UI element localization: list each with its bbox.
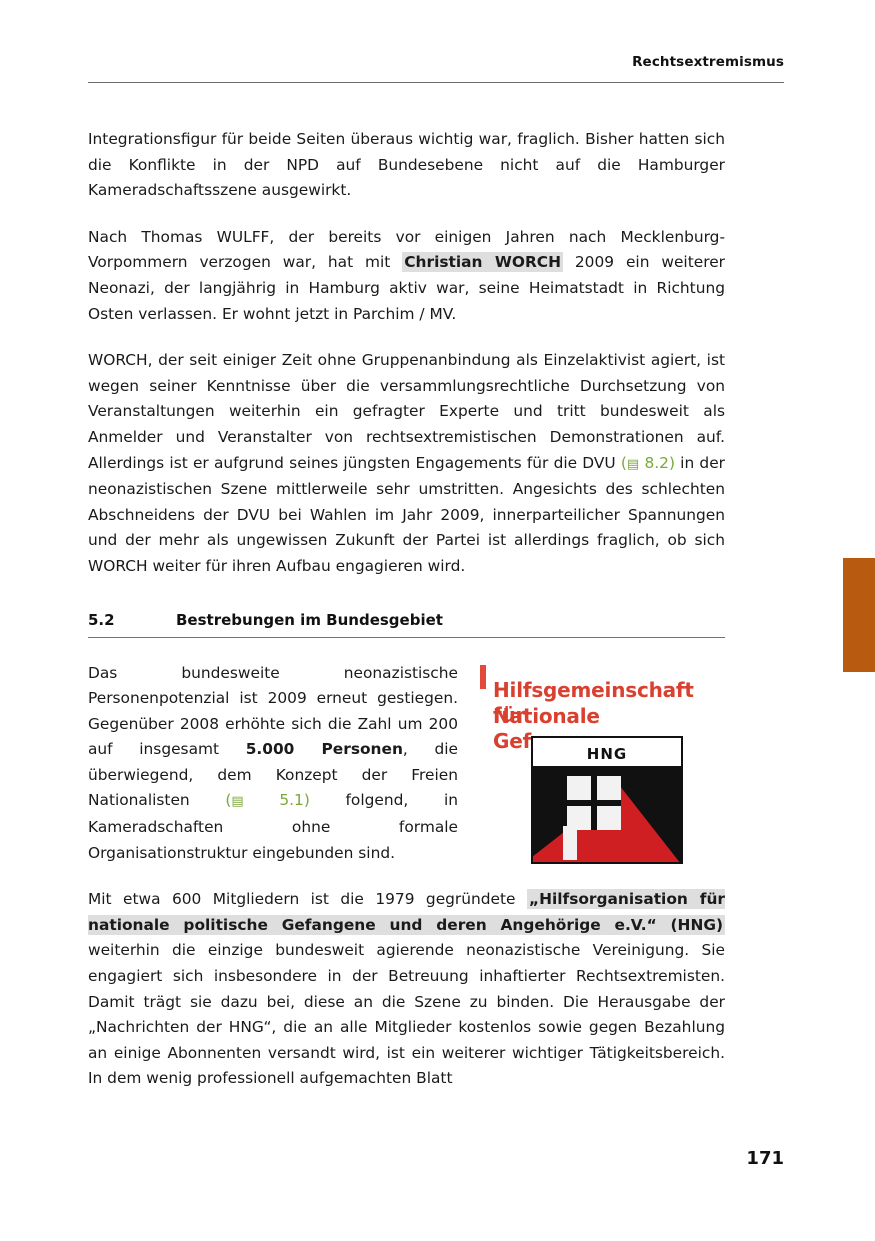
paragraph-2	[88, 225, 725, 327]
section-heading	[88, 611, 725, 629]
cross-reference-8-2[interactable]: (▤ 8.2)	[620, 453, 675, 472]
paragraph-5-text-a: Mit etwa 600 Mitgliedern ist die 1979 gegründete	[88, 890, 527, 909]
running-head: Rechtsextremismus	[632, 54, 784, 70]
page-number: 171	[746, 1148, 784, 1169]
paragraph-1-text: Integrationsfigur für beide Seiten überaus wichtig war, fraglich. Bisher hatten sich die Konflikte in der NPD auf Bundesebene nicht auf die Hamburger Kameradschaftsszene ausgewirkt.	[88, 130, 725, 200]
paragraph-5	[88, 887, 725, 1092]
section-divider	[88, 637, 725, 638]
paragraph-5-text-b: weiterhin die einzige bundesweit agierende neonazistische Vereinigung. Sie engagiert sich insbesondere in der Betreuung inhaftierter Rechtsextremisten. Damit trägt sie dazu bei, diese an die Szene zu binden. Die Herausgabe der „Nachrichten der HNG“, die an alle Mitglieder kostenlos sowie gegen Bezahlung an einige Abonnenten versandt wird, ist ein weiterer wichtiger Tätigkeitsbereich. In dem wenig professionell aufgemachten Blatt	[88, 941, 725, 1088]
paragraph-4-text-b: , die überwiegend, dem Konzept der Freien Nationalisten	[88, 740, 458, 810]
figure-hng-logo	[480, 665, 725, 873]
paragraph-3-text-a: WORCH, der seit einiger Zeit ohne Gruppenanbindung als Einzelaktivist agiert, ist wegen seiner Kenntnisse über die versammlungsrechtliche Durchsetzung von Veranstaltungen weiterhin ein gefragter Experte und tritt bundesweit als Anmelder und Veranstalter von rechtsextremistischen Demonstrationen auf. Allerdings ist er aufgrund seines jüngsten Engagements für die DVU	[88, 351, 725, 472]
highlight-hng-name: „Hilfsorganisation für nationale politische Gefangene und deren Angehörige e.V.“ (HNG)	[88, 890, 726, 934]
paragraph-4-bold: 5.000 Personen	[245, 740, 403, 759]
book-icon: ▤	[231, 794, 244, 810]
header-divider	[88, 82, 784, 83]
paragraph-3-text-b: in der neonazistischen Szene mittlerweile sehr umstritten. Angesichts des schlechten Abschneidens der DVU bei Wahlen im Jahr 2009, innerparteilicher Spannungen und der mehr als ungewissen Zukunft der Partei ist allerdings fraglich, ob sich WORCH weiter für ihren Aufbau engagieren wird.	[88, 453, 725, 575]
cross-reference-5-1[interactable]: (▤ 5.1)	[225, 791, 310, 810]
cross-reference-5-1-label: 5.1	[279, 791, 304, 810]
paragraph-4-text-a: Das bundesweite neonazistische Personenpotenzial ist 2009 erneut gestiegen. Gegenüber 2008 erhöhte sich die Zahl um 200 auf insgesamt	[88, 663, 458, 759]
book-icon: ▤	[626, 456, 640, 472]
chapter-thumb-index	[843, 558, 875, 672]
paragraph-2-text-b: 2009 ein weiterer Neonazi, der langjährig in Hamburg aktiv war, seine Heimatstadt in Richtung Osten verlassen. Er wohnt jetzt in Parchim / MV.	[88, 253, 725, 323]
paragraph-3	[88, 348, 725, 579]
section-title: Bestrebungen im Bundesgebiet	[176, 610, 443, 629]
figure-frame	[480, 665, 486, 689]
cross-reference-8-2-label: 8.2	[644, 453, 669, 472]
highlight-christian-worch: Christian WORCH	[404, 253, 561, 272]
paragraph-4-text-c: folgend, in Kameradschaften ohne formale Organisationstruktur eingebunden sind.	[88, 791, 458, 862]
paragraph-2-text-a: Nach Thomas WULFF, der bereits vor einigen Jahren nach Mecklenburg-Vorpommern verzogen war, hat mit	[88, 227, 725, 272]
paragraph-1	[88, 127, 725, 204]
section-number: 5.2	[88, 610, 115, 629]
body-text-column	[88, 127, 725, 1092]
paragraph-4	[88, 661, 725, 867]
